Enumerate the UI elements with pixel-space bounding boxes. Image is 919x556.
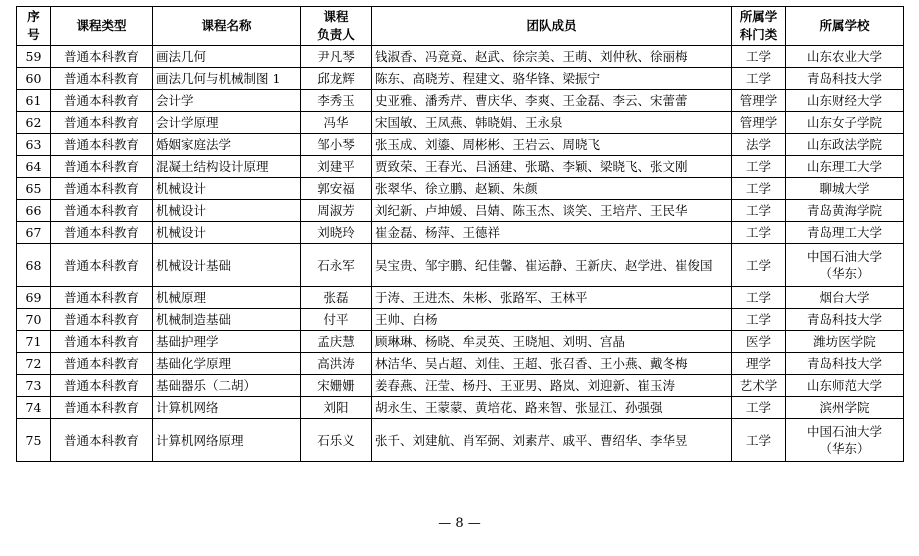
team-members: 钱淑香、冯竟竟、赵武、徐宗美、王萌、刘仲秋、徐丽梅	[375, 49, 688, 64]
header-discipline-category: 所属学 科门类	[732, 7, 786, 46]
table-row	[17, 419, 904, 462]
row-number-cell	[17, 90, 51, 112]
school-name-cell	[786, 222, 904, 244]
course-lead-cell	[301, 353, 372, 375]
course-type-cell	[51, 222, 153, 244]
team-members: 张玉成、刘鎏、周彬彬、王岩云、周晓飞	[375, 137, 601, 152]
team-members-cell	[372, 200, 732, 222]
discipline-category: 工学	[745, 290, 771, 305]
school-name: 滨州学院	[819, 400, 870, 415]
team-members: 陈东、高晓芳、程建文、骆华锋、梁振宁	[375, 71, 601, 86]
course-lead-cell	[301, 134, 372, 156]
row-number: 62	[25, 115, 42, 130]
school-name-cell	[786, 134, 904, 156]
row-number-cell	[17, 309, 51, 331]
course-lead: 刘建平	[317, 159, 355, 174]
course-name: 计算机网络原理	[156, 432, 244, 448]
team-members: 史亚雅、潘秀芹、曹庆华、李爽、王金磊、李云、宋蕾蕾	[375, 93, 688, 108]
school-name: 山东政法学院	[806, 137, 882, 152]
row-number: 65	[25, 181, 42, 196]
row-number-cell	[17, 222, 51, 244]
course-name: 混凝土结构设计原理	[156, 159, 269, 174]
course-table	[16, 6, 904, 462]
table-row	[17, 331, 904, 353]
school-name-cell	[786, 200, 904, 222]
course-name: 基础化学原理	[156, 356, 232, 371]
course-type-cell	[51, 156, 153, 178]
discipline-category-cell	[732, 112, 786, 134]
course-type: 普通本科教育	[63, 203, 139, 218]
discipline-category: 工学	[745, 432, 771, 448]
table-row	[17, 309, 904, 331]
course-lead-cell	[301, 397, 372, 419]
table-row	[17, 200, 904, 222]
course-type: 普通本科教育	[63, 290, 139, 305]
course-name: 画法几何	[156, 49, 207, 64]
course-lead: 周淑芳	[317, 203, 355, 218]
team-members-cell	[372, 331, 732, 353]
course-type-cell	[51, 244, 153, 287]
course-lead-cell	[301, 287, 372, 309]
row-number: 73	[25, 378, 42, 393]
course-lead-cell	[301, 375, 372, 397]
course-lead: 冯华	[323, 115, 349, 130]
table-row	[17, 287, 904, 309]
table-header-row	[17, 7, 904, 46]
school-name-cell	[786, 353, 904, 375]
course-name: 基础器乐（二胡）	[156, 378, 257, 393]
course-name-cell	[153, 200, 301, 222]
course-lead: 张磊	[323, 290, 349, 305]
team-members: 于涛、王进杰、朱彬、张路军、王林平	[375, 290, 588, 305]
course-type: 普通本科教育	[63, 181, 139, 196]
table-row	[17, 134, 904, 156]
team-members-cell	[372, 156, 732, 178]
school-name: 青岛科技大学	[806, 71, 882, 86]
school-name: 中国石油大学 （华东）	[806, 424, 882, 456]
table-row	[17, 112, 904, 134]
school-name: 山东理工大学	[806, 159, 882, 174]
team-members-cell	[372, 309, 732, 331]
team-members-cell	[372, 287, 732, 309]
course-name-cell	[153, 134, 301, 156]
discipline-category-cell	[732, 287, 786, 309]
table-row	[17, 397, 904, 419]
course-type-cell	[51, 200, 153, 222]
course-name: 机械设计	[156, 225, 207, 240]
table-row	[17, 222, 904, 244]
course-lead: 宋姗姗	[317, 378, 355, 393]
school-name-cell	[786, 68, 904, 90]
course-lead: 邹小琴	[317, 137, 355, 152]
course-type-cell	[51, 178, 153, 200]
course-type: 普通本科教育	[63, 115, 139, 130]
row-number: 63	[25, 137, 42, 152]
course-type-cell	[51, 90, 153, 112]
row-number-cell	[17, 46, 51, 68]
course-type-cell	[51, 68, 153, 90]
course-lead: 石乐义	[317, 432, 355, 448]
row-number: 68	[25, 257, 42, 273]
school-name: 烟台大学	[819, 290, 870, 305]
school-name: 山东女子学院	[806, 115, 882, 130]
row-number: 64	[25, 159, 42, 174]
course-name: 机械原理	[156, 290, 207, 305]
row-number: 66	[25, 203, 42, 218]
course-type: 普通本科教育	[63, 137, 139, 152]
row-number: 69	[25, 290, 42, 305]
discipline-category: 工学	[745, 225, 771, 240]
discipline-category: 法学	[745, 137, 771, 152]
row-number-cell	[17, 200, 51, 222]
row-number: 60	[25, 71, 42, 86]
row-number-cell	[17, 112, 51, 134]
discipline-category: 工学	[745, 400, 771, 415]
row-number: 61	[25, 93, 42, 108]
discipline-category: 管理学	[739, 115, 778, 130]
course-type-cell	[51, 397, 153, 419]
school-name-cell	[786, 244, 904, 287]
course-name-cell	[153, 309, 301, 331]
discipline-category-cell	[732, 68, 786, 90]
school-name: 山东财经大学	[806, 93, 882, 108]
school-name-cell	[786, 156, 904, 178]
row-number: 59	[25, 49, 42, 64]
team-members: 胡永生、王蒙蒙、黄培花、路来智、张显江、孙强强	[375, 400, 663, 415]
row-number: 75	[25, 432, 42, 448]
header-course-type: 课程类型	[51, 7, 153, 46]
course-lead: 石永军	[317, 257, 355, 273]
discipline-category: 工学	[745, 49, 771, 64]
team-members: 顾琳琳、杨晓、牟灵英、王晓旭、刘明、宫晶	[375, 334, 626, 349]
school-name: 青岛理工大学	[806, 225, 882, 240]
course-type-cell	[51, 353, 153, 375]
table-row	[17, 375, 904, 397]
course-name-cell	[153, 68, 301, 90]
discipline-category: 工学	[745, 312, 771, 327]
course-name-cell	[153, 353, 301, 375]
course-type: 普通本科教育	[63, 49, 139, 64]
course-lead-cell	[301, 68, 372, 90]
team-members-cell	[372, 90, 732, 112]
school-name: 山东农业大学	[806, 49, 882, 64]
school-name: 山东师范大学	[806, 378, 882, 393]
table-row	[17, 353, 904, 375]
school-name-cell	[786, 90, 904, 112]
course-type: 普通本科教育	[63, 257, 139, 273]
course-lead-cell	[301, 46, 372, 68]
table-row	[17, 244, 904, 287]
course-type-cell	[51, 287, 153, 309]
discipline-category-cell	[732, 156, 786, 178]
school-name: 青岛黄海学院	[806, 203, 882, 218]
row-number: 67	[25, 225, 42, 240]
discipline-category: 工学	[745, 159, 771, 174]
course-name-cell	[153, 419, 301, 462]
course-lead-cell	[301, 112, 372, 134]
discipline-category: 艺术学	[739, 378, 778, 393]
course-lead-cell	[301, 419, 372, 462]
course-type-cell	[51, 375, 153, 397]
team-members-cell	[372, 68, 732, 90]
discipline-category: 理学	[745, 356, 771, 371]
discipline-category-cell	[732, 134, 786, 156]
header-team-members: 团队成员	[372, 7, 732, 46]
header-no: 序 号	[17, 7, 51, 46]
course-name-cell	[153, 331, 301, 353]
discipline-category: 管理学	[739, 93, 778, 108]
course-type-cell	[51, 419, 153, 462]
discipline-category-cell	[732, 46, 786, 68]
course-type: 普通本科教育	[63, 400, 139, 415]
header-school: 所属学校	[786, 7, 904, 46]
course-lead-cell	[301, 178, 372, 200]
course-name: 机械制造基础	[156, 312, 232, 327]
school-name-cell	[786, 419, 904, 462]
school-name-cell	[786, 178, 904, 200]
school-name-cell	[786, 287, 904, 309]
course-lead-cell	[301, 200, 372, 222]
row-number-cell	[17, 156, 51, 178]
table-row	[17, 46, 904, 68]
course-lead: 高洪涛	[317, 356, 355, 371]
course-type: 普通本科教育	[63, 334, 139, 349]
discipline-category-cell	[732, 178, 786, 200]
course-name: 婚姻家庭法学	[156, 137, 232, 152]
team-members-cell	[372, 353, 732, 375]
discipline-category: 工学	[745, 71, 771, 86]
team-members: 宋国敏、王凤燕、韩晓娟、王永泉	[375, 115, 563, 130]
team-members-cell	[372, 419, 732, 462]
team-members-cell	[372, 134, 732, 156]
team-members-cell	[372, 397, 732, 419]
course-type-cell	[51, 309, 153, 331]
course-name-cell	[153, 156, 301, 178]
row-number-cell	[17, 331, 51, 353]
course-name: 机械设计	[156, 203, 207, 218]
course-lead: 郭安福	[317, 181, 355, 196]
row-number-cell	[17, 134, 51, 156]
table-row	[17, 156, 904, 178]
row-number-cell	[17, 353, 51, 375]
team-members-cell	[372, 244, 732, 287]
course-type: 普通本科教育	[63, 225, 139, 240]
team-members: 王帅、白杨	[375, 312, 438, 327]
course-name-cell	[153, 222, 301, 244]
course-type: 普通本科教育	[63, 159, 139, 174]
page-number: — 8 —	[438, 516, 481, 531]
row-number: 71	[25, 334, 42, 349]
course-name-cell	[153, 397, 301, 419]
course-name-cell	[153, 287, 301, 309]
row-number-cell	[17, 397, 51, 419]
row-number: 70	[25, 312, 42, 327]
course-lead: 尹凡琴	[317, 49, 355, 64]
team-members: 张翠华、徐立鹏、赵颖、朱颜	[375, 181, 538, 196]
school-name: 青岛科技大学	[806, 356, 882, 371]
course-name: 机械设计	[156, 181, 207, 196]
course-lead-cell	[301, 222, 372, 244]
course-name-cell	[153, 244, 301, 287]
course-type: 普通本科教育	[63, 93, 139, 108]
row-number-cell	[17, 244, 51, 287]
course-name-cell	[153, 46, 301, 68]
row-number-cell	[17, 68, 51, 90]
team-members: 崔金磊、杨萍、王德祥	[375, 225, 501, 240]
course-lead-cell	[301, 309, 372, 331]
table-row	[17, 178, 904, 200]
course-name: 计算机网络	[156, 400, 219, 415]
course-lead-cell	[301, 331, 372, 353]
row-number-cell	[17, 287, 51, 309]
course-lead-cell	[301, 90, 372, 112]
course-type: 普通本科教育	[63, 378, 139, 393]
team-members: 林洁华、吴占超、刘佳、王超、张召香、王小燕、戴冬梅	[375, 356, 688, 371]
discipline-category: 医学	[745, 334, 771, 349]
school-name-cell	[786, 331, 904, 353]
course-type-cell	[51, 46, 153, 68]
course-lead: 刘阳	[323, 400, 349, 415]
course-type: 普通本科教育	[63, 312, 139, 327]
course-lead-cell	[301, 156, 372, 178]
team-members: 张千、刘建航、肖军弼、刘素芹、戚平、曹绍华、李华昱	[375, 432, 688, 448]
school-name-cell	[786, 397, 904, 419]
team-members: 吴宝贵、邹宇鹏、纪佳馨、崔运静、王新庆、赵学进、崔俊国	[375, 257, 713, 273]
header-course-lead: 课程 负责人	[301, 7, 372, 46]
discipline-category-cell	[732, 200, 786, 222]
team-members-cell	[372, 178, 732, 200]
team-members-cell	[372, 112, 732, 134]
team-members-cell	[372, 46, 732, 68]
discipline-category: 工学	[745, 203, 771, 218]
header-course-name: 课程名称	[153, 7, 301, 46]
discipline-category-cell	[732, 375, 786, 397]
course-type-cell	[51, 112, 153, 134]
team-members-cell	[372, 222, 732, 244]
course-name-cell	[153, 178, 301, 200]
course-lead: 李秀玉	[317, 93, 355, 108]
course-name: 会计学	[156, 93, 194, 108]
discipline-category: 工学	[745, 181, 771, 196]
course-name: 会计学原理	[156, 115, 219, 130]
course-type-cell	[51, 331, 153, 353]
course-lead-cell	[301, 244, 372, 287]
table-body	[17, 46, 904, 462]
team-members-cell	[372, 375, 732, 397]
row-number: 72	[25, 356, 42, 371]
row-number-cell	[17, 375, 51, 397]
school-name: 青岛科技大学	[806, 312, 882, 327]
discipline-category-cell	[732, 331, 786, 353]
course-lead: 孟庆慧	[317, 334, 355, 349]
school-name-cell	[786, 375, 904, 397]
team-members: 姜春燕、汪莹、杨丹、王亚男、路岚、刘迎新、崔玉涛	[375, 378, 676, 393]
school-name-cell	[786, 309, 904, 331]
team-members: 贾致荣、王春光、吕涵建、张璐、李颖、梁晓飞、张文刚	[375, 159, 688, 174]
school-name-cell	[786, 46, 904, 68]
course-type: 普通本科教育	[63, 356, 139, 371]
table-row	[17, 68, 904, 90]
row-number-cell	[17, 419, 51, 462]
course-type-cell	[51, 134, 153, 156]
discipline-category-cell	[732, 90, 786, 112]
discipline-category-cell	[732, 397, 786, 419]
school-name-cell	[786, 112, 904, 134]
row-number-cell	[17, 178, 51, 200]
school-name: 中国石油大学 （华东）	[806, 249, 882, 281]
school-name: 聊城大学	[819, 181, 870, 196]
discipline-category: 工学	[745, 257, 771, 273]
row-number: 74	[25, 400, 42, 415]
course-lead: 邱龙辉	[317, 71, 355, 86]
discipline-category-cell	[732, 309, 786, 331]
discipline-category-cell	[732, 419, 786, 462]
course-lead: 刘晓玲	[317, 225, 355, 240]
discipline-category-cell	[732, 222, 786, 244]
course-name: 基础护理学	[156, 334, 219, 349]
course-name-cell	[153, 375, 301, 397]
course-type: 普通本科教育	[63, 71, 139, 86]
team-members: 刘纪新、卢坤媛、吕婧、陈玉杰、谈笑、王培芹、王民华	[375, 203, 688, 218]
course-name-cell	[153, 90, 301, 112]
course-lead: 付平	[323, 312, 349, 327]
course-type: 普通本科教育	[63, 432, 139, 448]
school-name: 潍坊医学院	[813, 334, 876, 349]
discipline-category-cell	[732, 244, 786, 287]
course-name: 机械设计基础	[156, 257, 232, 273]
discipline-category-cell	[732, 353, 786, 375]
course-name-cell	[153, 112, 301, 134]
table-row	[17, 90, 904, 112]
course-name: 画法几何与机械制图 1	[156, 71, 281, 86]
